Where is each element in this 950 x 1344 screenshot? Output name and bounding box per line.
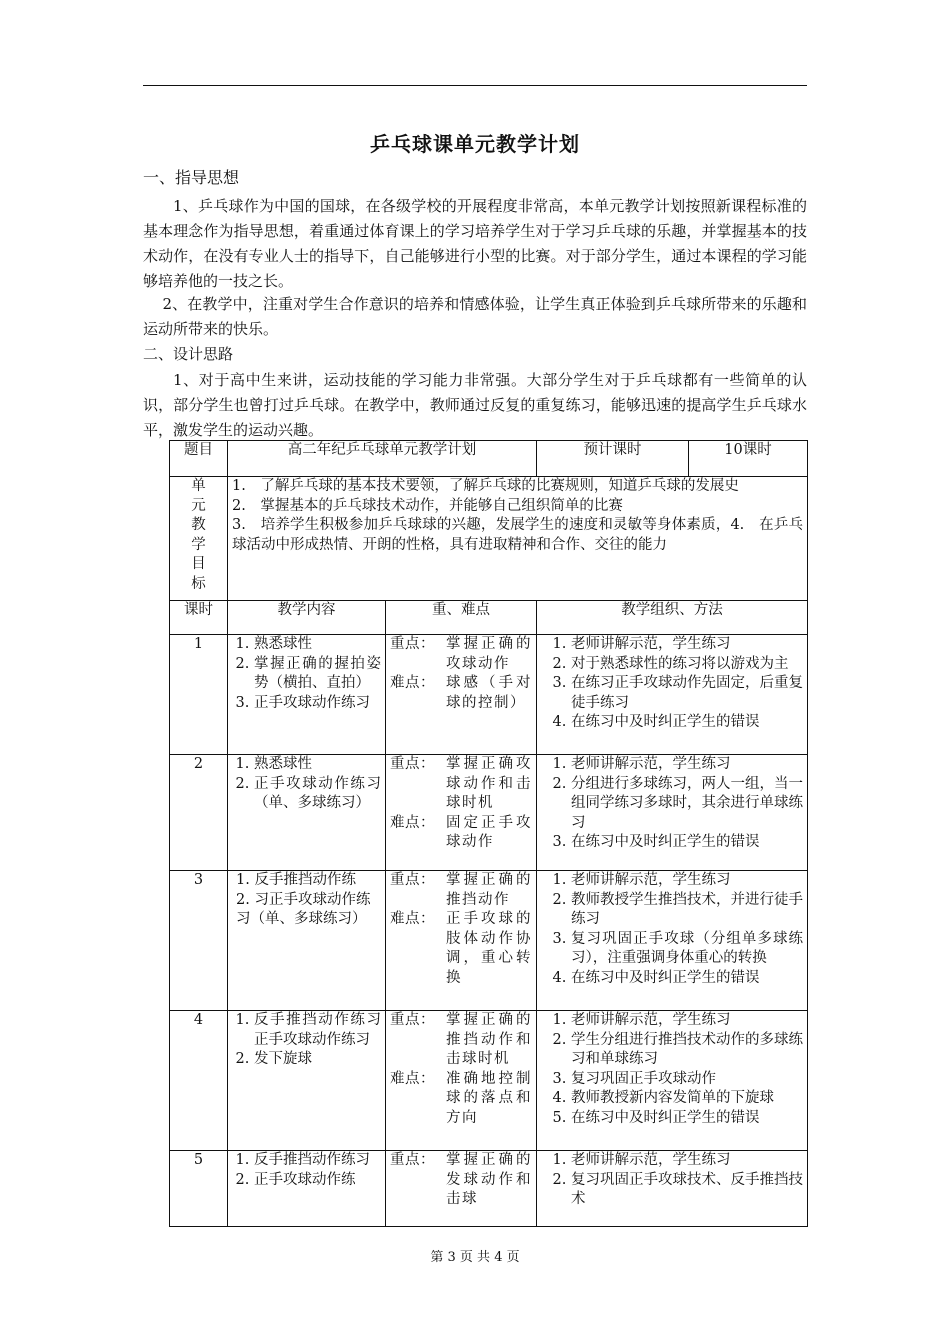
lesson-content [228, 755, 386, 871]
difficulty-text: 正手攻球的肢体动作协调，重心转换 [446, 911, 532, 986]
list-item: 4. 在练习中及时纠正学生的错误 [571, 713, 803, 733]
key-label: 重点： [390, 872, 435, 888]
list-item: 1. 老师讲解示范，学生练习 [571, 1011, 803, 1031]
list-item: 1. 熟悉球性 [254, 635, 381, 655]
list-item: 3. 在练习正手攻球动作先固定，后重复徒手练习 [571, 674, 803, 713]
list-item: 2. 正手攻球动作练 [254, 1171, 381, 1191]
table-row [170, 1011, 808, 1151]
list-item: 1. 熟悉球性 [254, 755, 381, 775]
method-list [541, 1151, 803, 1210]
difficulty [390, 910, 532, 988]
content-list [232, 1151, 381, 1190]
lesson-key-points [386, 755, 548, 871]
list-item: 3. 复习巩固正手攻球（分组单多球练习），注重强调身体重心的转换 [571, 930, 803, 969]
key-point [390, 755, 548, 814]
lesson-methods [537, 755, 808, 871]
content-list [232, 755, 381, 814]
lesson-number: 2 [170, 755, 228, 871]
header-rule [143, 85, 807, 86]
key-point [390, 1011, 532, 1070]
lesson-number: 4 [170, 1011, 228, 1151]
page-footer: 第 3 页 共 4 页 [430, 1250, 520, 1265]
paragraph-design-1: 1、对于高中生来讲，运动技能的学习能力非常强。大部分学生对于乒乓球都有一些简单的认识，部分学生也曾打过乒乓球。在教学中，教师通过反复的重复练习，能够迅速的提高学生乒乓球水平，激发学生的运动兴趣。 [143, 371, 807, 439]
difficulty-text: 固定正手攻球动作 [446, 814, 532, 851]
key-text: 掌握正确的推挡动作 [446, 872, 532, 908]
table-row-goals [170, 477, 808, 601]
goals-text: 1. 了解乒乓球的基本技术要领，了解乒乓球的比赛规则，知道乒乓球的发展史 2. 掌握基本的乒乓球技术动作，并能够自己组织简单的比赛 3. 培养学生积极参加乒乓球球的兴趣，发展学生的速度和灵敏等身体素质，4. 在乒乓球活动中形成热情、开朗的性格，具有进取精神和合作、交往的能力 [228, 477, 808, 601]
section-heading-guiding-idea: 一、指导思想 [143, 168, 240, 187]
list-item: 4. 教师教授新内容发简单的下旋球 [571, 1089, 803, 1109]
key-text: 掌握正确的攻球动作 [446, 636, 532, 672]
difficulty-label: 难点： [390, 675, 435, 692]
unit-plan-table [169, 440, 808, 1227]
list-item: 2. 对于熟悉球性的练习将以游戏为主 [571, 655, 803, 675]
list-item: 3. 复习巩固正手攻球动作 [571, 1070, 803, 1090]
difficulty-label: 难点： [390, 814, 435, 831]
list-item: 1. 老师讲解示范，学生练习 [571, 871, 803, 891]
list-item: 2. 掌握正确的握拍姿势（横拍、直拍） [254, 655, 381, 694]
key-label: 重点： [390, 1012, 435, 1028]
lesson-methods [537, 871, 808, 1011]
lesson-content [228, 1151, 386, 1227]
lesson-content [228, 1011, 386, 1151]
list-item: 4. 在练习中及时纠正学生的错误 [571, 969, 803, 989]
hours-label: 预计课时 [537, 441, 689, 477]
paragraph-guiding-2: 2、在教学中，注重对学生合作意识的培养和情感体验，让学生真正体验到乒乓球所带来的乐趣和运动所带来的快乐。 [143, 295, 807, 338]
lesson-key-points [386, 1011, 537, 1151]
paragraph-guiding-1: 1、乒乓球作为中国的国球，在各级学校的开展程度非常高，本单元教学计划按照新课程标准的基本理念作为指导思想，着重通过体育课上的学习培养学生对于学习乒乓球的乐趣，并掌握基本的技术动作，在没有专业人士的指导下，自己能够进行小型的比赛。对于部分学生，通过本课程的学习能够培养他的一技之长。 [143, 197, 807, 290]
content-list [232, 635, 381, 713]
list-item: 2. 复习巩固正手攻球技术、反手推挡技术 [571, 1171, 803, 1210]
list-item: 2. 教师教授学生推挡技术，并进行徒手练习 [571, 891, 803, 930]
list-item: 1. 老师讲解示范，学生练习 [571, 635, 803, 655]
table-row-header [170, 601, 808, 635]
lesson-methods [537, 635, 808, 755]
list-item: 3. 在练习中及时纠正学生的错误 [571, 833, 803, 853]
difficulty-text: 球感（手对球的控制） [446, 675, 532, 711]
key-label: 重点： [390, 1152, 435, 1168]
col-method-header: 教学组织、方法 [537, 601, 808, 635]
list-item: 1. 反手推挡动作练习 [254, 1151, 381, 1171]
lesson-methods [537, 1151, 808, 1227]
hours-value: 10课时 [689, 441, 808, 477]
list-item: 2. 正手攻球动作练习（单、多球练习） [254, 775, 381, 814]
table-row [170, 1151, 808, 1227]
list-item: 1. 老师讲解示范，学生练习 [571, 755, 803, 775]
table-row [170, 871, 808, 1011]
lesson-number: 1 [170, 635, 228, 755]
list-item: 2. 学生分组进行推挡技术动作的多球练习和单球练习 [571, 1031, 803, 1070]
list-item: 3. 正手攻球动作练习 [254, 694, 381, 714]
key-label: 重点： [390, 636, 435, 652]
key-point [390, 635, 532, 674]
goals-label: 单元教学目标 [191, 478, 206, 592]
lesson-number: 3 [170, 871, 228, 1011]
difficulty-text: 准确地控制球的落点和方向 [446, 1070, 532, 1126]
method-list [541, 1011, 803, 1129]
goals-label-cell [170, 477, 228, 601]
topic-value: 高二年纪乒乓球单元教学计划 [228, 441, 537, 477]
method-list [541, 871, 803, 989]
section-heading-design: 二、设计思路 [143, 345, 234, 363]
key-point [390, 1151, 532, 1210]
key-text: 掌握正确攻 球动作和击球时机 [446, 756, 548, 812]
difficulty-label: 难点： [390, 911, 435, 928]
difficulty [390, 1070, 532, 1129]
table-row-topic [170, 441, 808, 477]
key-text: 掌握正确的推挡动作和击球时机 [446, 1012, 532, 1068]
lesson-key-points [386, 1151, 537, 1227]
key-label: 重点： [390, 756, 435, 772]
lesson-methods [537, 1011, 808, 1151]
list-item: 2. 分组进行多球练习，两人一组，当一组同学练习多球时，其余进行单球练习 [571, 775, 803, 834]
method-list [541, 755, 803, 853]
lesson-content: 1. 反手推挡动作练 2. 习正手攻球动作练习（单、多球练习） [228, 871, 386, 1011]
topic-label: 题目 [170, 441, 228, 477]
list-item: 2. 发下旋球 [254, 1050, 381, 1070]
lesson-key-points [386, 871, 537, 1011]
page-title: 乒乓球课单元教学计划 [370, 132, 580, 156]
list-item: 1. 老师讲解示范，学生练习 [571, 1151, 803, 1171]
lesson-key-points [386, 635, 537, 755]
col-lesson-header: 课时 [170, 601, 228, 635]
difficulty-label: 难点： [390, 1070, 435, 1087]
method-list [541, 635, 803, 733]
col-key-header: 重、难点 [386, 601, 537, 635]
table-row [170, 755, 808, 871]
lesson-content [228, 635, 386, 755]
list-item: 5. 在练习中及时纠正学生的错误 [571, 1109, 803, 1129]
difficulty [390, 814, 532, 853]
col-content-header: 教学内容 [228, 601, 386, 635]
content-list [232, 1011, 381, 1070]
table-row [170, 635, 808, 755]
difficulty [390, 674, 532, 713]
key-text: 掌握正确的发球动作和击球 [446, 1152, 532, 1208]
key-point [390, 871, 532, 910]
list-item: 1. 反手推挡动作练习正手攻球动作练习 [254, 1011, 381, 1050]
lesson-number: 5 [170, 1151, 228, 1227]
